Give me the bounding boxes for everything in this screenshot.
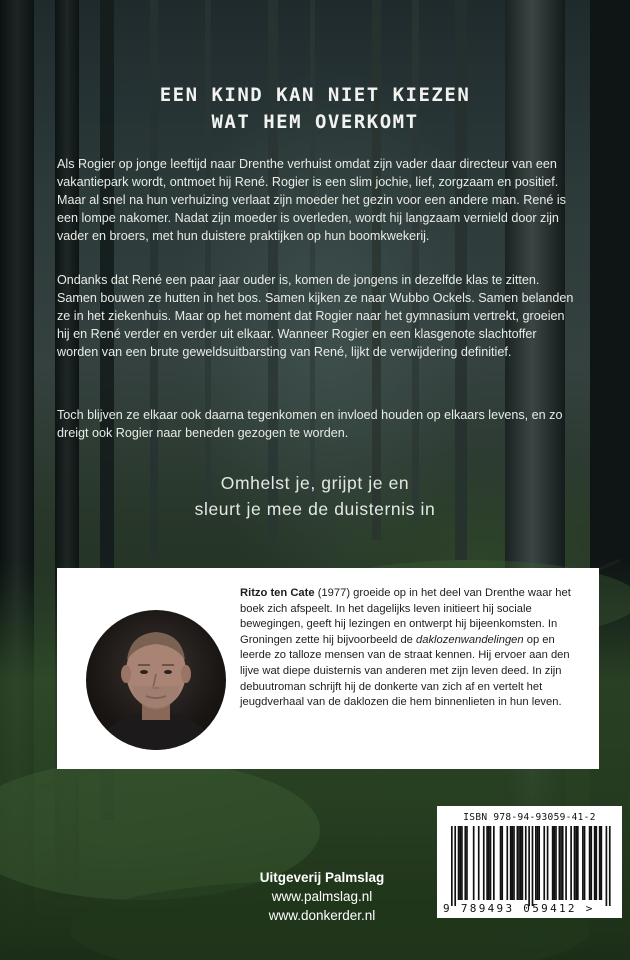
barcode-bar: [589, 826, 591, 900]
author-bio-italic: daklozenwandelingen: [416, 633, 524, 646]
publisher-url-2[interactable]: www.donkerder.nl: [268, 908, 376, 923]
barcode-bar: [517, 826, 519, 900]
barcode-bar: [513, 826, 515, 900]
barcode-bar: [454, 826, 456, 906]
barcode-bar: [511, 826, 513, 900]
barcode-bar: [506, 826, 508, 900]
barcode-bar: [594, 826, 596, 900]
barcode-bar: [483, 826, 485, 900]
barcode-bar: [574, 826, 576, 900]
publisher-url-1[interactable]: www.palmslag.nl: [271, 889, 373, 904]
barcode-bar: [532, 826, 534, 906]
barcode-bar: [537, 826, 539, 900]
barcode-bar: [570, 826, 572, 900]
barcode-bar: [552, 826, 554, 900]
tagline-line-2: WAT HEM OVERKOMT: [211, 111, 419, 133]
barcode-bar: [518, 826, 520, 900]
barcode-bar: [547, 826, 549, 900]
barcode-bar: [488, 826, 490, 900]
barcode-bar: [562, 826, 564, 900]
barcode-bar: [555, 826, 557, 900]
blurb-paragraph-3: Toch blijven ze elkaar ook daarna tegenkomen en invloed houden op elkaars levens, en zo dreigt ook Rogier naar beneden gezogen te worden.: [57, 408, 563, 440]
blurb-paragraph-1: Als Rogier op jonge leeftijd naar Drenthe verhuist omdat zijn vader daar directeur van een vakantiepark wordt, ontmoet hij René. Rogier is een slim jochie, lief, zorgzaam en positief. Maar al snel na hun verhuizing verlaat zijn moeder het gezin voor een andere man. René is een lompe nakomer. Nadat zijn moeder is overleden, wordt hij langzaam vernield door zijn vader en broers, met hun duistere praktijken op hun boomkwekerij.: [57, 157, 566, 243]
barcode-digits: 9 789493 059412 >: [443, 902, 595, 915]
isbn-label: ISBN 978-94-93059-41-2: [463, 812, 596, 823]
barcode-bar: [510, 826, 512, 900]
barcode-bar: [565, 826, 567, 900]
barcode-bar: [522, 826, 524, 900]
barcode-bar: [584, 826, 586, 900]
barcode-bar: [609, 826, 611, 906]
barcode-bar: [606, 826, 608, 906]
barcode-bar: [486, 826, 488, 900]
author-name: Ritzo ten Cate: [240, 587, 315, 599]
barcode-bar: [451, 826, 453, 906]
author-bio-text-1: (1977) groeide op in het deel van Drenthe waar het boek zich afspeelt. In het dagelijks leven initieert hij sociale bewegingen, geeft hij lezingen en ontwerpt hij bijeenkomsten. In Groningen zette hij bijvoorbeeld de: [240, 587, 571, 646]
barcode-bar: [577, 826, 579, 900]
barcode-bar: [501, 826, 503, 900]
author-bio: [240, 586, 585, 711]
barcode-bar: [490, 826, 492, 900]
barcode-bar: [459, 826, 461, 900]
publisher-block: [212, 868, 432, 925]
barcode-bar: [493, 826, 495, 900]
barcode-bar: [535, 826, 537, 900]
barcode-bar: [582, 826, 584, 900]
barcode-bar: [590, 826, 592, 900]
barcode-bar: [500, 826, 502, 900]
publisher-name: Uitgeverij Palmslag: [259, 870, 385, 885]
author-panel: [57, 568, 599, 769]
barcode-bar: [466, 826, 468, 900]
barcode-bar: [473, 826, 475, 900]
barcode-panel: [437, 806, 622, 918]
barcode-bar: [461, 826, 463, 900]
barcode-bar: [543, 826, 545, 900]
author-photo: [86, 610, 226, 750]
tagline-line-1: EEN KIND KAN NIET KIEZEN: [159, 84, 471, 106]
barcode-bar: [464, 826, 466, 900]
blurb-paragraph-2: Ondanks dat René een paar jaar ouder is, komen de jongens in dezelfde klas te zitten. Samen bouwen ze hutten in het bos. Samen kijken ze naar Wubbo Ockels. Samen belanden ze in het ziekenhuis. Maar op het moment dat Rogier naar het gymnasium vertrekt, groeien hij en René verder en verder uit elkaar. Wanneer Rogier en een klasgenote slachtoffer worden van een brute geweldsuitbarsting van René, lijkt de verwijdering definitief.: [57, 273, 574, 359]
quote-line-1: Omhelst je, grijpt je en: [220, 473, 410, 493]
barcode-bar: [553, 826, 555, 900]
barcode-bar: [528, 826, 530, 906]
barcode-bar: [601, 826, 603, 900]
quote-line-2: sleurt je mee de duisternis in: [194, 499, 436, 519]
barcode-bar: [458, 826, 460, 900]
barcode-bar: [595, 826, 597, 900]
barcode-bar: [478, 826, 480, 900]
barcode-bar: [575, 826, 577, 900]
barcode-bar: [525, 826, 527, 900]
author-bio-text-2: op en leerde zo talloze mensen van de straat kennen. Hij ervoer aan den lijve wat diepe duisternis van anderen met zijn leven deed. In zijn debuutroman schrijft hij de donkerte van zich af en vertelt het jeugdverhaal van de daklozen die hem binnenlieten in hun leven.: [240, 633, 570, 709]
barcode-bar: [559, 826, 561, 900]
barcode-bar: [520, 826, 522, 900]
barcode-bar: [560, 826, 562, 900]
barcode-bar: [599, 826, 601, 900]
barcode-bar: [538, 826, 540, 900]
